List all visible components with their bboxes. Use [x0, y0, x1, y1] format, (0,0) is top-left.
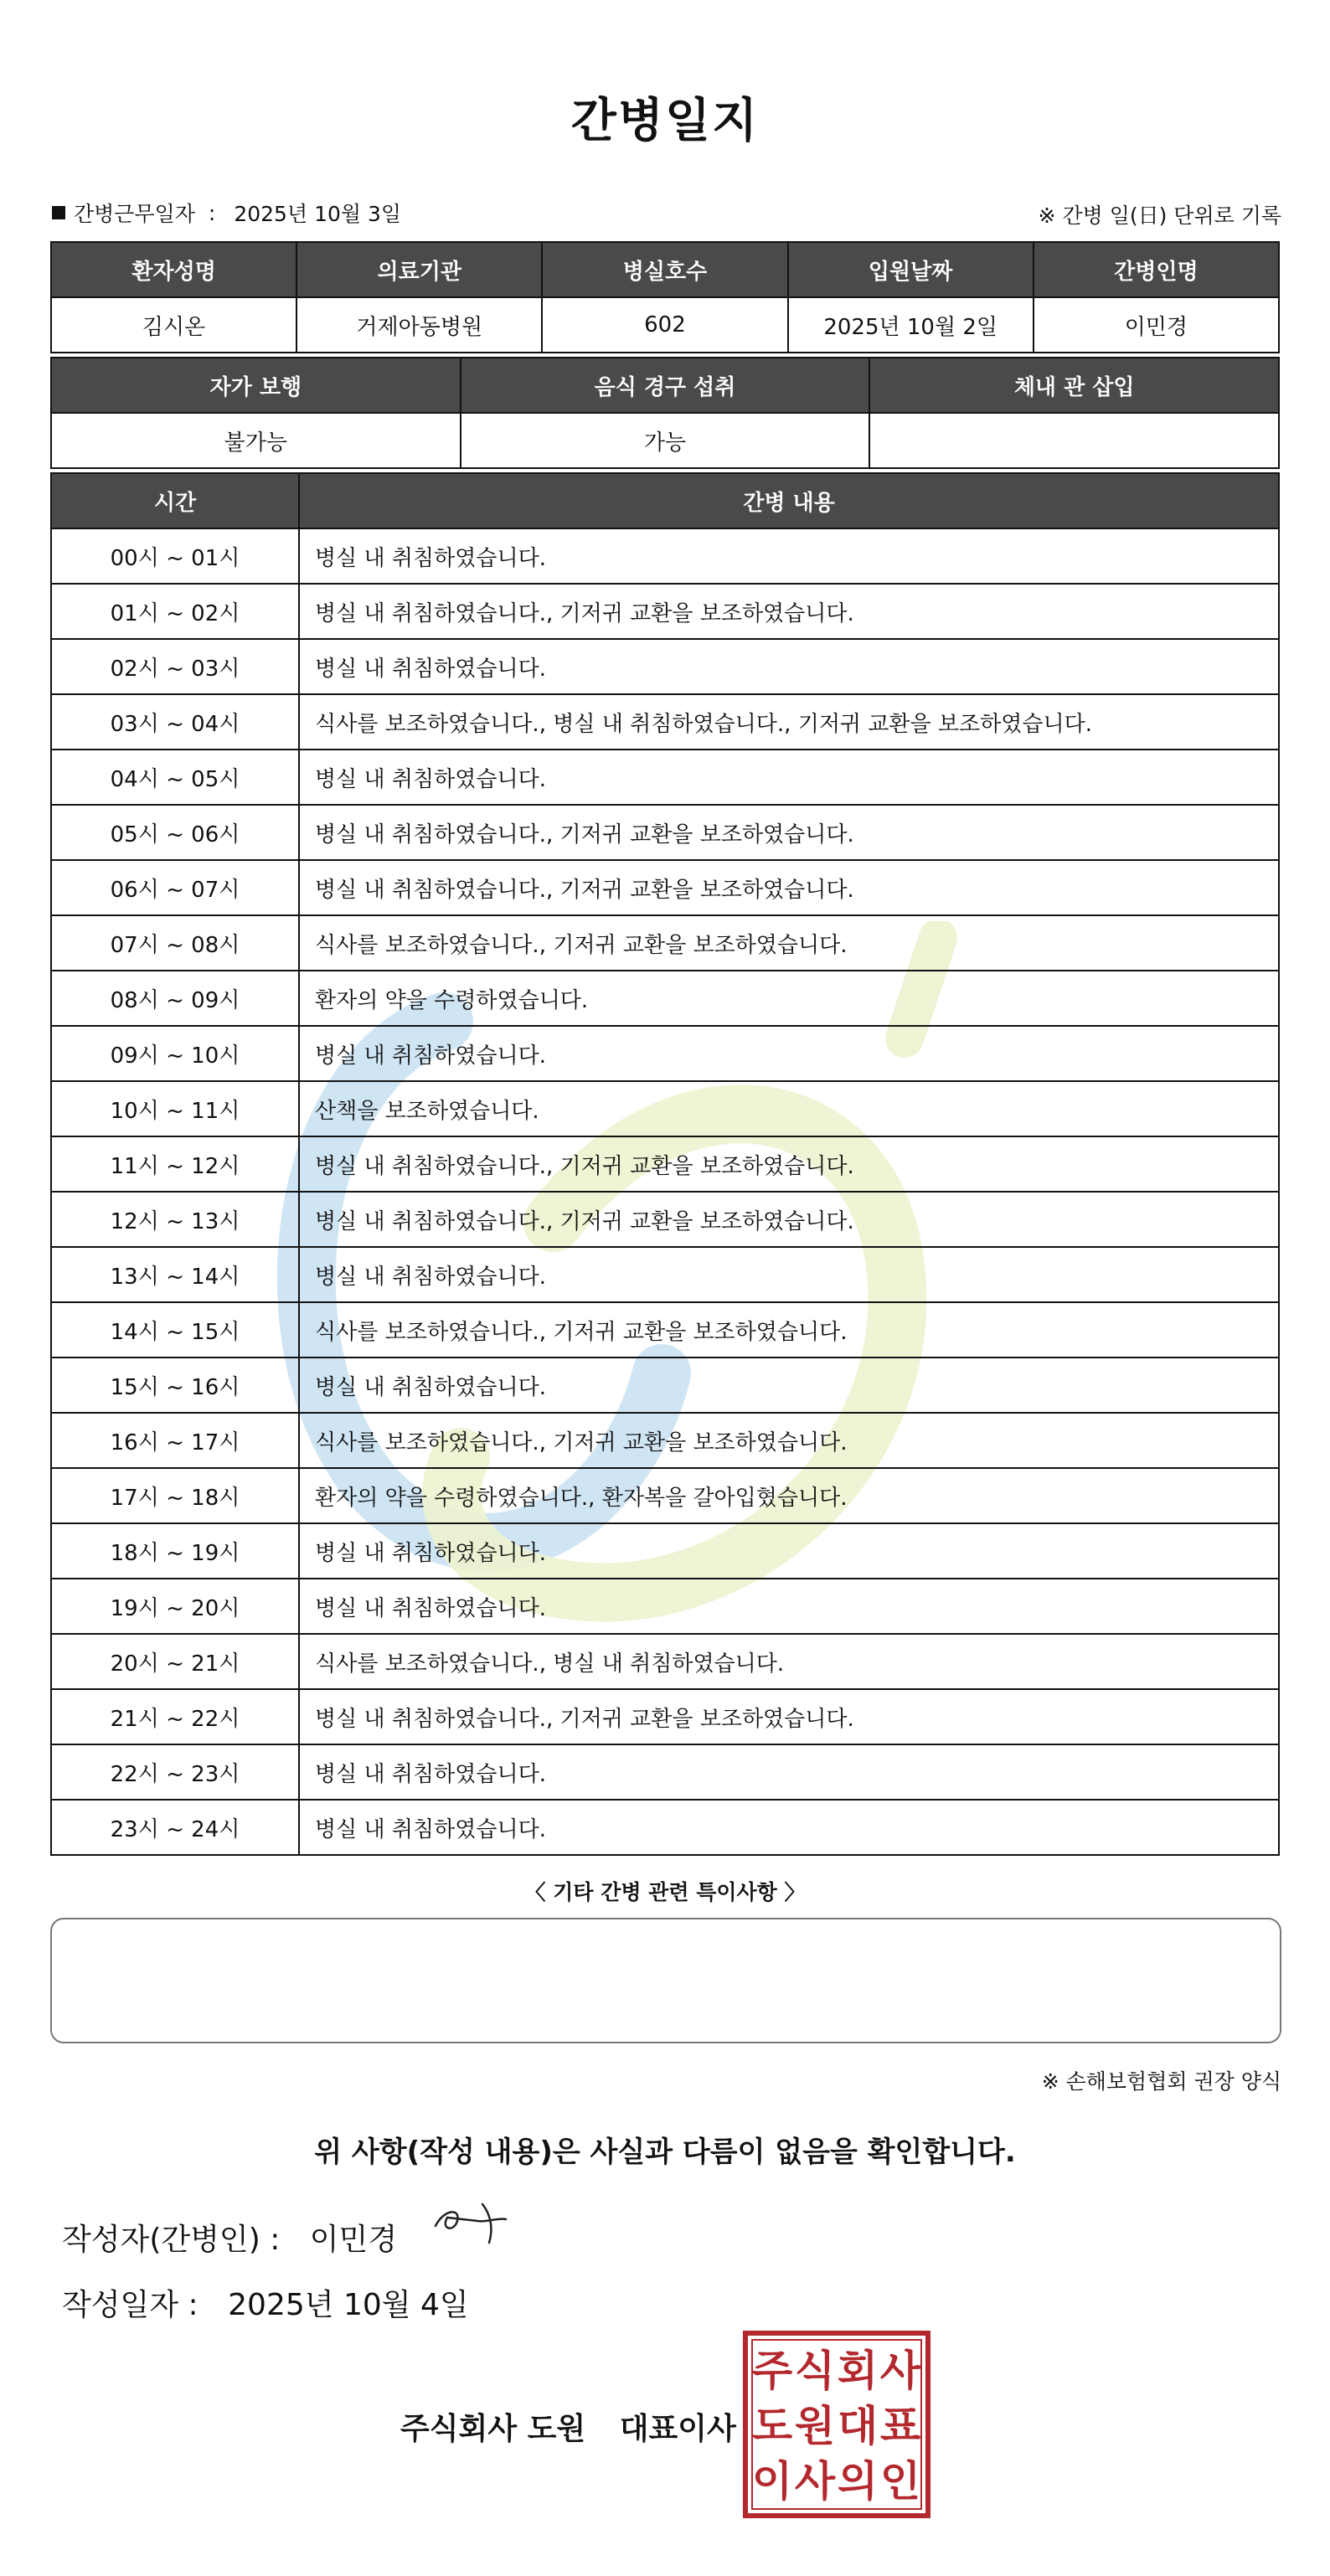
unit-note: ※ 간병 일(日) 단위로 기록 — [1038, 204, 1281, 228]
log-content: 병실 내 취침하였습니다., 기저귀 교환을 보조하였습니다. — [299, 1689, 1279, 1744]
log-time: 19시 ~ 20시 — [51, 1579, 299, 1634]
care-log-body — [51, 528, 1279, 1855]
log-content: 병실 내 취침하였습니다., 기저귀 교환을 보조하였습니다. — [299, 805, 1279, 860]
log-content: 병실 내 취침하였습니다. — [299, 1800, 1279, 1855]
header-self-walking: 자가 보행 — [51, 358, 461, 413]
log-content: 병실 내 취침하였습니다. — [299, 1579, 1279, 1634]
log-content: 병실 내 취침하였습니다., 기저귀 교환을 보조하였습니다. — [299, 1192, 1279, 1247]
table-row — [51, 1247, 1279, 1302]
log-time: 03시 ~ 04시 — [51, 694, 299, 750]
table-row — [51, 1800, 1279, 1855]
work-date-line — [52, 198, 401, 228]
log-content: 병실 내 취침하였습니다. — [299, 528, 1279, 584]
table-row — [51, 1413, 1279, 1468]
header-admission-date: 입원날짜 — [788, 242, 1034, 297]
ability-value-row — [51, 413, 1279, 468]
table-row — [51, 1468, 1279, 1523]
log-time: 13시 ~ 14시 — [51, 1247, 299, 1302]
hospital-name: 거제아동병원 — [296, 297, 542, 353]
patient-name: 김시온 — [51, 297, 296, 353]
header-time: 시간 — [51, 473, 299, 528]
patient-info-value-row — [51, 297, 1279, 353]
log-content: 병실 내 취침하였습니다. — [299, 750, 1279, 805]
notes-box — [50, 1918, 1281, 2043]
log-content: 식사를 보조하였습니다., 기저귀 교환을 보조하였습니다. — [299, 1302, 1279, 1358]
log-content: 환자의 약을 수령하였습니다., 환자복을 갈아입혔습니다. — [299, 1468, 1279, 1523]
oral-intake-value: 가능 — [461, 413, 870, 468]
log-time: 04시 ~ 05시 — [51, 750, 299, 805]
table-row — [51, 528, 1279, 584]
seal-char: 의 — [837, 2457, 879, 2506]
table-row — [51, 639, 1279, 694]
seal-char: 도 — [751, 2402, 793, 2450]
log-time: 00시 ~ 01시 — [51, 528, 299, 584]
header-care-content: 간병 내용 — [299, 473, 1279, 528]
log-time: 07시 ~ 08시 — [51, 915, 299, 971]
company-title: 대표이사 — [619, 2412, 736, 2446]
table-row — [51, 1634, 1279, 1689]
company-name: 주식회사 도원 — [400, 2412, 586, 2446]
header-caregiver-name: 간병인명 — [1034, 242, 1279, 297]
work-date-value: 2025년 10월 3일 — [234, 202, 402, 226]
log-time: 23시 ~ 24시 — [51, 1800, 299, 1855]
caregiver-signature — [419, 2192, 519, 2251]
log-content: 병실 내 취침하였습니다., 기저귀 교환을 보조하였습니다. — [299, 860, 1279, 915]
company-line — [400, 2405, 760, 2448]
log-time: 08시 ~ 09시 — [51, 971, 299, 1026]
care-log-table — [50, 472, 1280, 1856]
company-seal — [742, 2330, 931, 2519]
seal-char: 인 — [879, 2457, 921, 2506]
log-time: 06시 ~ 07시 — [51, 860, 299, 915]
caregiver-name: 이민경 — [1034, 297, 1279, 353]
log-time: 18시 ~ 19시 — [51, 1523, 299, 1579]
room-number: 602 — [542, 297, 787, 353]
table-row — [51, 750, 1279, 805]
writer-name: 이민경 — [309, 2223, 398, 2257]
recommend-note: ※ 손해보험협회 권장 양식 — [1041, 2069, 1281, 2094]
log-content: 병실 내 취침하였습니다. — [299, 639, 1279, 694]
work-date-separator: : — [208, 200, 216, 225]
log-time: 22시 ~ 23시 — [51, 1744, 299, 1800]
seal-char: 사 — [879, 2347, 921, 2395]
log-time: 16시 ~ 17시 — [51, 1413, 299, 1468]
seal-char: 사 — [794, 2457, 836, 2506]
table-row — [51, 1358, 1279, 1413]
written-date-label: 작성일자 : — [62, 2288, 198, 2322]
ability-header-row — [51, 358, 1279, 413]
log-content: 병실 내 취침하였습니다. — [299, 1523, 1279, 1579]
log-content: 식사를 보조하였습니다., 기저귀 교환을 보조하였습니다. — [299, 915, 1279, 971]
table-row — [51, 860, 1279, 915]
seal-char: 원 — [794, 2402, 836, 2450]
log-content: 병실 내 취침하였습니다., 기저귀 교환을 보조하였습니다. — [299, 1136, 1279, 1192]
log-content: 식사를 보조하였습니다., 병실 내 취침하였습니다. — [299, 1634, 1279, 1689]
log-content: 식사를 보조하였습니다., 기저귀 교환을 보조하였습니다. — [299, 1413, 1279, 1468]
log-content: 식사를 보조하였습니다., 병실 내 취침하였습니다., 기저귀 교환을 보조하였습니다. — [299, 694, 1279, 750]
log-time: 05시 ~ 06시 — [51, 805, 299, 860]
log-time: 01시 ~ 02시 — [51, 584, 299, 639]
table-row — [51, 584, 1279, 639]
self-walking-value: 불가능 — [51, 413, 461, 468]
admission-date: 2025년 10월 2일 — [788, 297, 1034, 353]
log-time: 11시 ~ 12시 — [51, 1136, 299, 1192]
log-time: 17시 ~ 18시 — [51, 1468, 299, 1523]
patient-info-header-row — [51, 242, 1279, 297]
table-row — [51, 694, 1279, 750]
log-content: 병실 내 취침하였습니다. — [299, 1744, 1279, 1800]
table-row — [51, 1744, 1279, 1800]
log-content: 병실 내 취침하였습니다. — [299, 1358, 1279, 1413]
ability-table — [50, 357, 1280, 469]
bullet-square-icon — [52, 206, 65, 219]
confirmation-statement: 위 사항(작성 내용)은 사실과 다름이 없음을 확인합니다. — [314, 2136, 1016, 2169]
log-content: 산책을 보조하였습니다. — [299, 1081, 1279, 1136]
header-tube-insertion: 체내 관 삽입 — [869, 358, 1279, 413]
log-content: 병실 내 취침하였습니다., 기저귀 교환을 보조하였습니다. — [299, 584, 1279, 639]
table-row — [51, 1689, 1279, 1744]
table-row — [51, 915, 1279, 971]
log-time: 12시 ~ 13시 — [51, 1192, 299, 1247]
table-row — [51, 1192, 1279, 1247]
tube-insertion-value — [869, 413, 1279, 468]
log-time: 09시 ~ 10시 — [51, 1026, 299, 1081]
seal-char: 회 — [837, 2347, 879, 2395]
table-row — [51, 805, 1279, 860]
header-hospital: 의료기관 — [296, 242, 542, 297]
log-time: 21시 ~ 22시 — [51, 1689, 299, 1744]
header-room-number: 병실호수 — [542, 242, 787, 297]
table-row — [51, 1136, 1279, 1192]
log-time: 20시 ~ 21시 — [51, 1634, 299, 1689]
patient-info-table — [50, 241, 1280, 353]
work-date-label: 간병근무일자 — [74, 202, 195, 226]
seal-char: 표 — [879, 2402, 921, 2450]
care-log-header-row — [51, 473, 1279, 528]
table-row — [51, 1081, 1279, 1136]
log-time: 02시 ~ 03시 — [51, 639, 299, 694]
writer-label: 작성자(간병인) : — [62, 2223, 281, 2257]
written-date-value: 2025년 10월 4일 — [228, 2288, 469, 2322]
seal-char: 식 — [794, 2347, 836, 2395]
seal-char: 주 — [751, 2347, 793, 2395]
log-time: 14시 ~ 15시 — [51, 1302, 299, 1358]
table-row — [51, 971, 1279, 1026]
table-row — [51, 1302, 1279, 1358]
log-time: 15시 ~ 16시 — [51, 1358, 299, 1413]
notes-title: 〈 기타 간병 관련 특이사항 〉 — [524, 1880, 806, 1904]
written-date-line — [62, 2281, 489, 2324]
log-time: 10시 ~ 11시 — [51, 1081, 299, 1136]
table-row — [51, 1579, 1279, 1634]
log-content: 환자의 약을 수령하였습니다. — [299, 971, 1279, 1026]
seal-char: 대 — [837, 2402, 879, 2450]
page-title: 간병일지 — [570, 94, 760, 148]
header-oral-intake: 음식 경구 섭취 — [461, 358, 870, 413]
log-content: 병실 내 취침하였습니다. — [299, 1026, 1279, 1081]
log-content: 병실 내 취침하였습니다. — [299, 1247, 1279, 1302]
writer-line — [62, 2216, 417, 2259]
table-row — [51, 1026, 1279, 1081]
seal-char: 이 — [751, 2457, 793, 2506]
header-patient-name: 환자성명 — [51, 242, 296, 297]
table-row — [51, 1523, 1279, 1579]
